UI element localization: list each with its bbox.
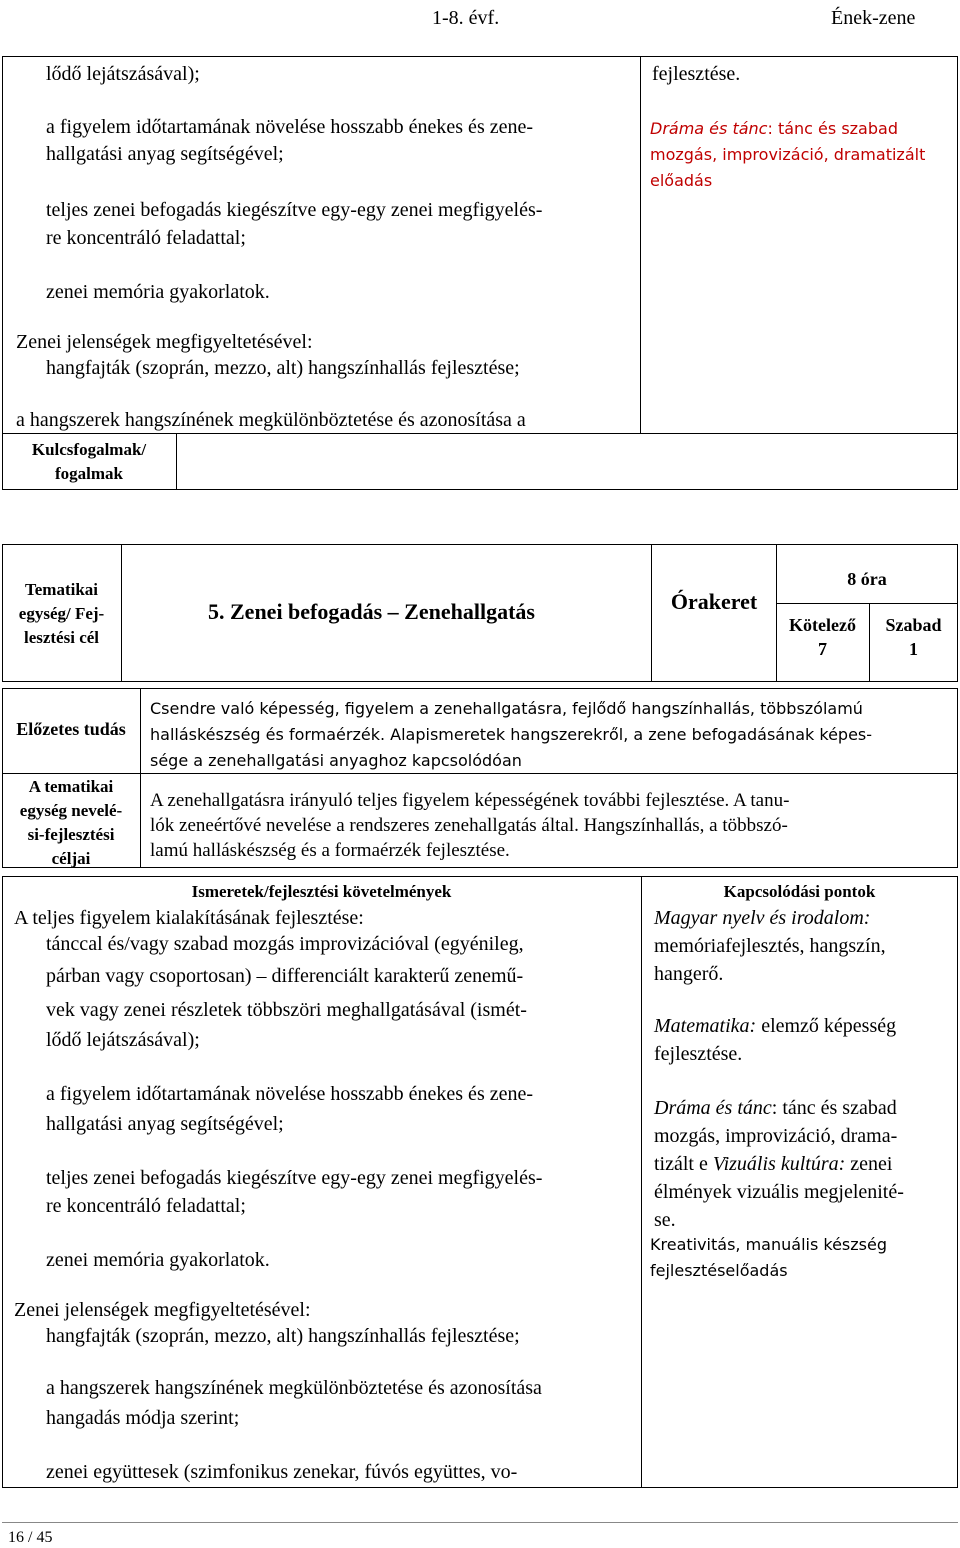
top-left-line: teljes zenei befogadás kiegészítve egy-egy zenei megfigyelés- [46,199,543,221]
unit-title: 5. Zenei befogadás – Zenehallgatás [208,599,535,624]
requirement-line: vek vagy zenei részletek többszöri meghallgatásával (ismét- [46,999,527,1021]
top-right-line: mozgás, improvizáció, dramatizált [650,145,926,164]
requirement-line: Zenei jelenségek megfigyeltetésével: [14,1299,311,1321]
top-right-line: előadás [650,171,713,190]
key-concepts-label: Kulcsfogalmak/ fogalmak [31,440,147,483]
requirement-line: a figyelem időtartamának növelése hosszabb énekes és zene- [46,1083,534,1105]
goals-text: A zenehallgatásra irányuló teljes figyelem képességének további fejlesztése. A tanu- lók zeneértővé nevelése a rendszeres zenehallgatás által. Hangszínhallás, a többszó- lamú halláskészség és a formaérzék fejlesztése. [150,790,790,861]
top-left-line: hallgatási anyag segítségével; [46,143,284,165]
requirement-line: zenei együttesek (szimfonikus zenekar, fúvós együttes, vo- [46,1461,518,1483]
requirement-line: zenei memória gyakorlatok. [46,1249,270,1271]
requirement-line: lődő lejátszásával); [46,1029,200,1051]
top-left-line: a figyelem időtartamának növelése hosszabb énekes és zene- [46,116,534,138]
free-hours: Szabad 1 [885,615,942,659]
connection-drama: Dráma és tánc: tánc és szabad mozgás, improvizáció, drama- tizált e Vizuális kultúra: zenei élmények vizuális megjelenité- se. [654,1097,904,1231]
top-right-text: fejlesztése. [652,63,741,85]
top-right-drama: Dráma és tánc: tánc és szabad [650,119,898,138]
requirements-header: Ismeretek/fejlesztési követelmények [191,882,452,901]
mandatory-hours: Kötelező 7 [789,615,856,659]
requirement-line: tánccal és/vagy szabad mozgás improvizációval (egyénileg, [46,933,524,955]
hours-label: Órakeret [670,589,758,614]
top-left-line: hangfajták (szoprán, mezzo, alt) hangszínhallás fejlesztése; [46,357,520,379]
requirement-line: hangadás módja szerint; [46,1407,240,1429]
requirement-line: re koncentráló feladattal; [46,1195,246,1217]
prior-knowledge-label: Előzetes tudás [16,719,126,739]
requirement-line: párban vagy csoportosan) – differenciált karakterű zenemű- [46,965,524,987]
header-grade: 1-8. évf. [432,7,500,29]
total-hours: 8 óra [847,569,887,589]
connection-math: Matematika: elemző képesség fejlesztése. [654,1015,897,1065]
page-number: 16 / 45 [8,1529,53,1546]
requirement-line: A teljes figyelem kialakításának fejlesztése: [14,907,364,929]
prior-knowledge-text: Csendre való képesség, figyelem a zenehallgatásra, fejlődő hangszínhallás, többszólamú halláskészség és formaérzék. Alapismeretek hangszerekről, a zene befogadásának képes- sége a zenehallgatási anyaghoz kapcsolódóan [150,699,873,770]
top-left-line: re koncentráló feladattal; [46,227,246,249]
header-subject: Ének-zene [831,7,916,29]
requirement-line: hangfajták (szoprán, mezzo, alt) hangszínhallás fejlesztése; [46,1325,520,1347]
requirement-line: hallgatási anyag segítségével; [46,1113,284,1135]
top-left-line: zenei memória gyakorlatok. [46,281,270,303]
top-left-line: Zenei jelenségek megfigyeltetésével: [16,331,313,353]
requirement-line: teljes zenei befogadás kiegészítve egy-egy zenei megfigyelés- [46,1167,543,1189]
requirement-line: a hangszerek hangszínének megkülönböztetése és azonosítása [46,1377,542,1399]
connections-header: Kapcsolódási pontok [723,882,876,901]
top-left-line: a hangszerek hangszínének megkülönböztetése és azonosítása a [16,409,526,431]
connection-creativity: Kreativitás, manuális készség fejlesztéselőadás [650,1235,887,1280]
unit-label: Tematikai egység/ Fej- lesztési cél [18,580,105,647]
top-left-line: lődő lejátszásával); [46,63,200,85]
connection-magyar: Magyar nyelv és irodalom: memóriafejlesztés, hangszín, hangerő. [654,907,886,985]
goals-label: A tematikai egység nevelé- si-fejlesztési céljai [19,777,123,868]
